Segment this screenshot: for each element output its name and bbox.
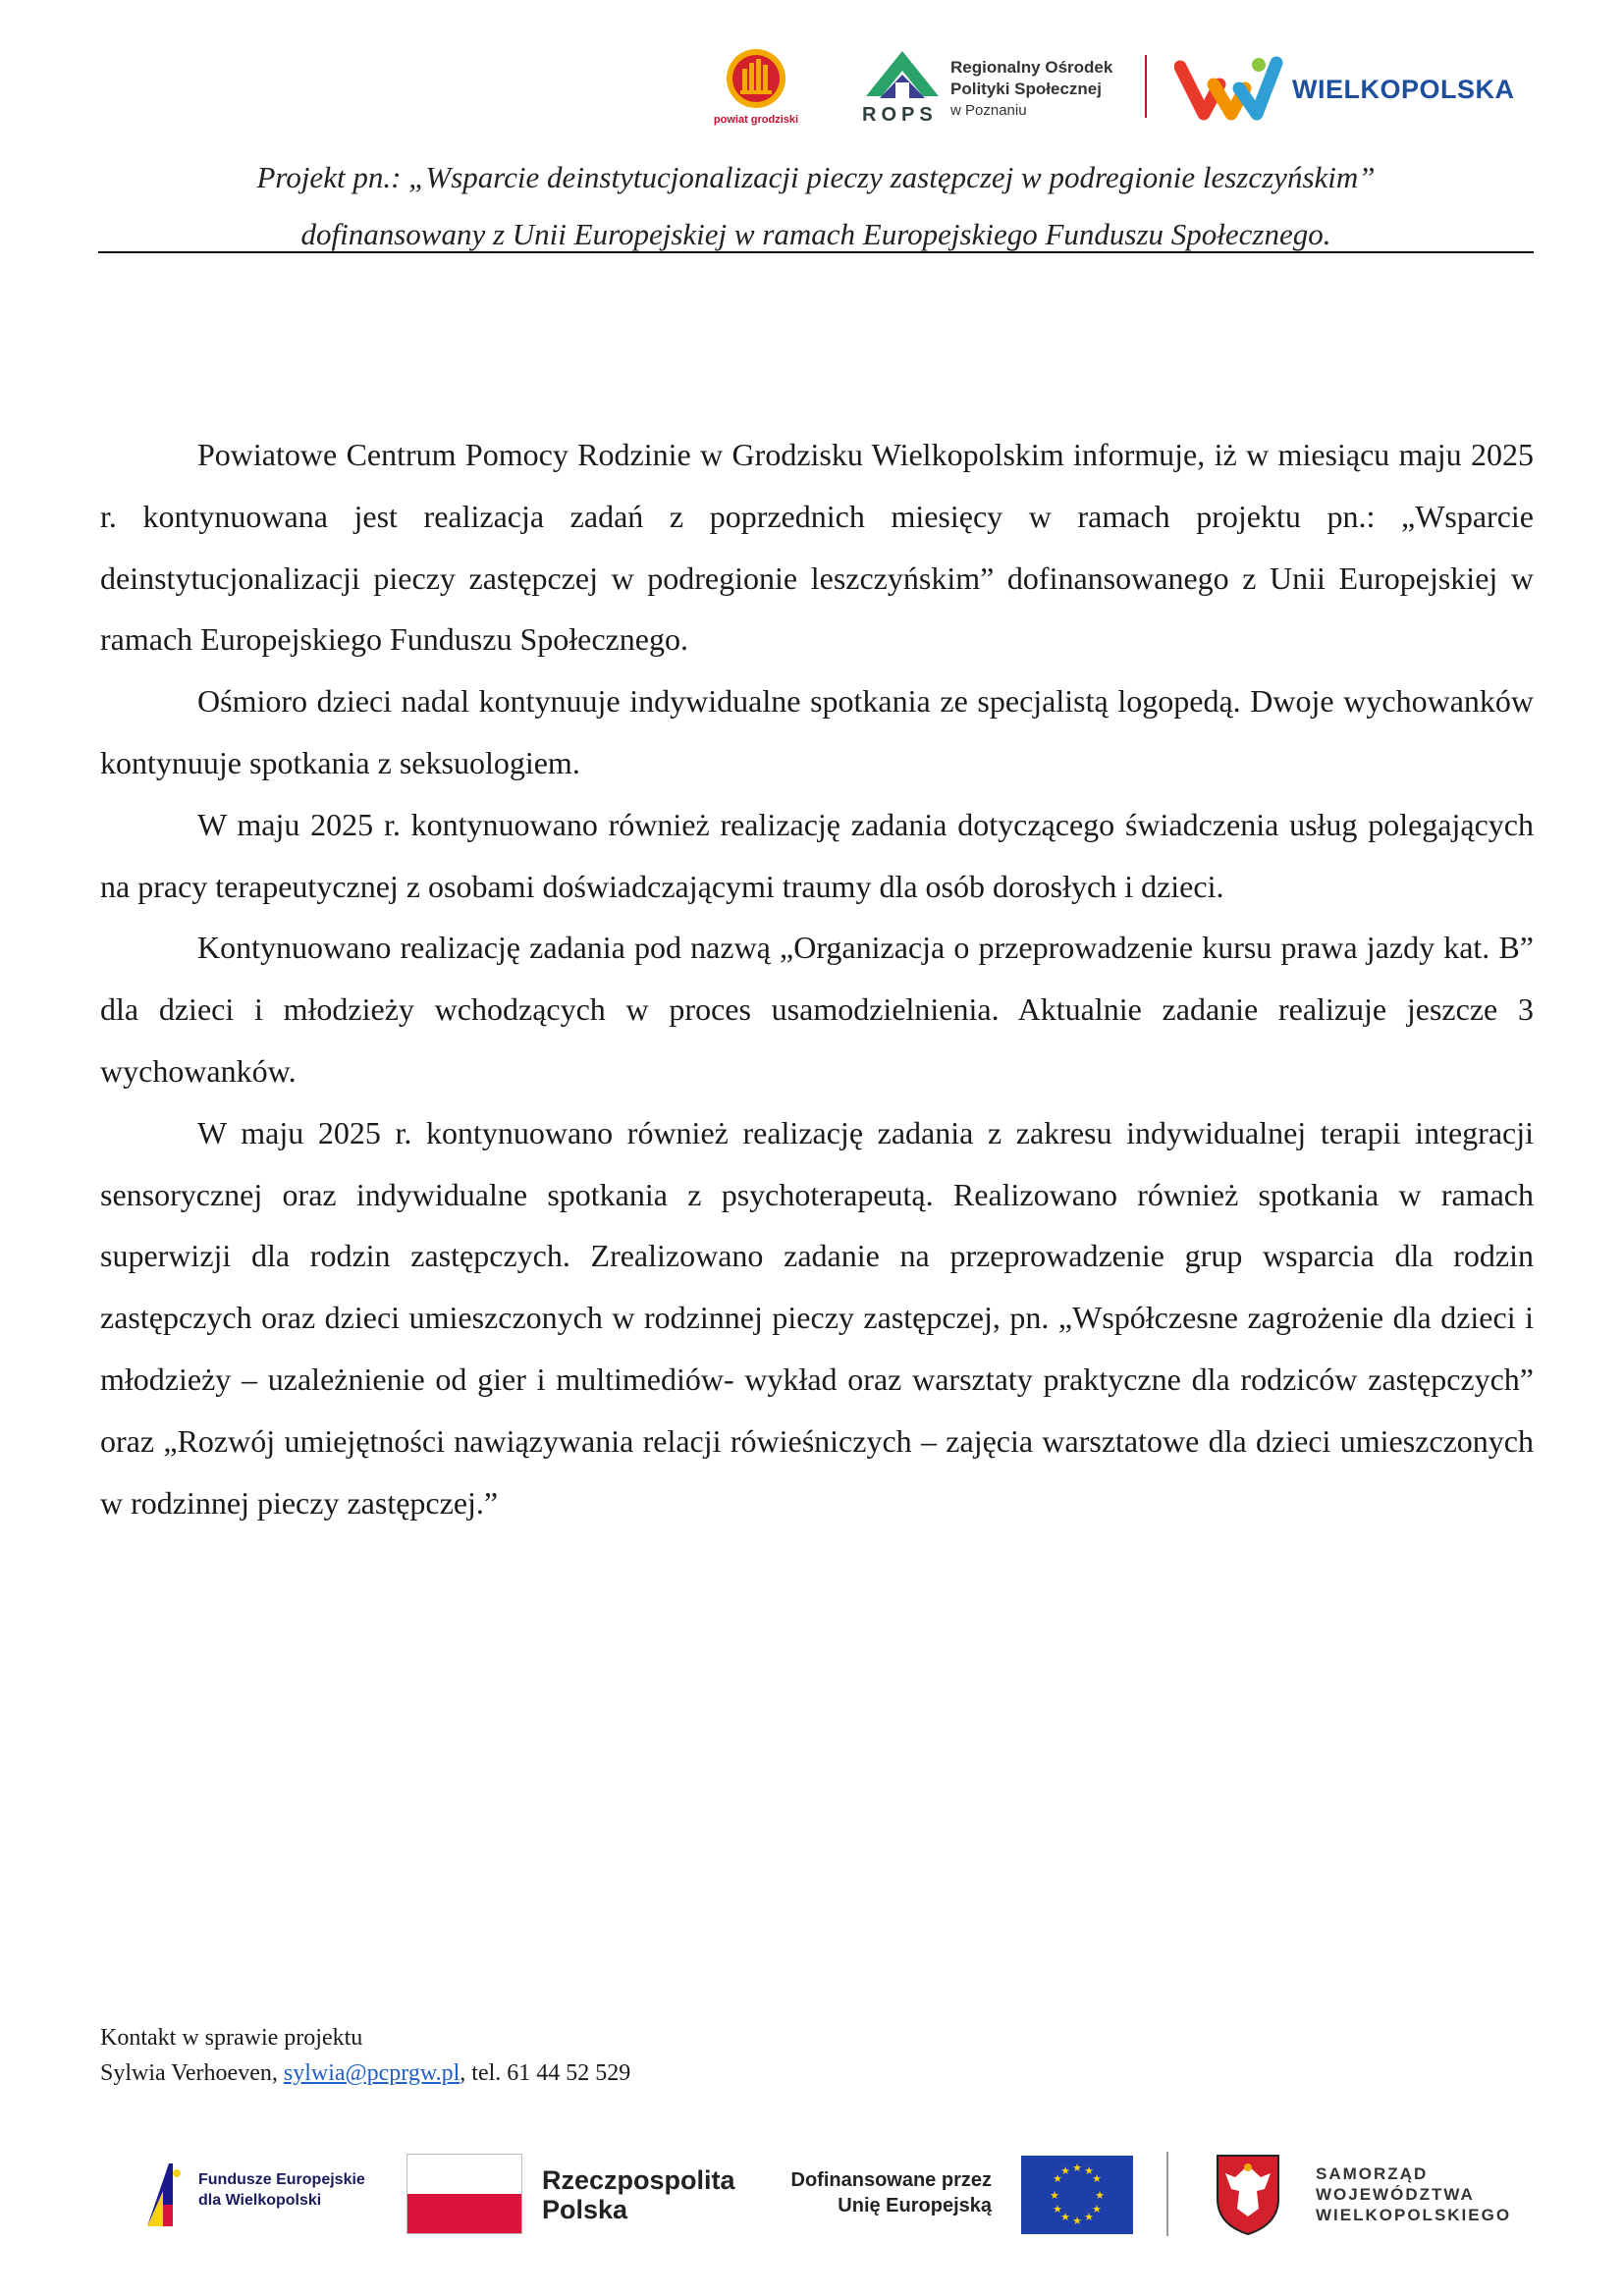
body-paragraph-2: Ośmioro dzieci nadal kontynuuje indywidualne spotkania ze specjalistą logopedą. Dwoje wychowanków kontynuuje spotkania z seksuologiem. <box>100 683 1534 780</box>
sam-line2: WOJEWÓDZTWA <box>1316 2185 1475 2204</box>
wielkopolska-label: WIELKOPOLSKA <box>1292 75 1515 104</box>
body-paragraph-3: W maju 2025 r. kontynuowano również realizację zadania dotyczącego świadczenia usług polegających na pracy terapeutycznej z osobami doświadczającymi traumy dla osób dorosłych i dzieci. <box>100 806 1534 904</box>
svg-text:★: ★ <box>1053 2203 1062 2216</box>
fundusze-europejskie-logo <box>143 2158 369 2236</box>
svg-text:★: ★ <box>1072 2215 1082 2227</box>
header-logos <box>0 45 1624 133</box>
project-title <box>98 149 1534 263</box>
rp-line2: Polska <box>542 2195 628 2224</box>
svg-text:★: ★ <box>1053 2172 1062 2185</box>
contact-name: Sylwia Verhoeven, <box>100 2060 284 2086</box>
svg-text:★: ★ <box>1084 2211 1094 2223</box>
header-logo-divider <box>1145 55 1147 118</box>
fe-line1: Fundusze Europejskie <box>198 2171 365 2188</box>
svg-text:★: ★ <box>1092 2172 1102 2185</box>
eu-cofinanced-label <box>776 2167 992 2218</box>
svg-text:★: ★ <box>1050 2189 1059 2202</box>
svg-text:★: ★ <box>1092 2203 1102 2216</box>
sam-line3: WIELKOPOLSKIEGO <box>1316 2206 1512 2224</box>
powiat-logo-caption: powiat grodziski <box>713 114 799 126</box>
rp-line1: Rzeczpospolita <box>542 2165 735 2195</box>
rops-logo <box>860 47 1135 130</box>
project-title-line2: dofinansowany z Unii Europejskiej w ramach Europejskiego Funduszu Społecznego. <box>300 217 1331 251</box>
wielkopolska-logo <box>1174 49 1515 128</box>
body-paragraph-5: W maju 2025 r. kontynuowano również realizację zadania z zakresu indywidualnej terapii integracji sensorycznej oraz indywidualne spotkania z psychoterapeutą. Realizowano również spotkania w ramach superwizji dla rodzin zastępczych. Zrealizowano zadanie na przeprowadzenie grup wsparcia dla rodzin zastępczych oraz dzieci umieszczonych w rodzinnej pieczy zastępczej, pn. „Współczesne zagrożenie dla dzieci i młodzieży – uzależnienie od gier i multimediów- wykład oraz warsztaty praktyczne dla rodziców zastępczych” oraz „Rozwój umiejętności nawiązywania relacji rówieśniczych – zajęcia warsztatowe dla dzieci umieszczonych w rodzinnej pieczy zastępczej.” <box>100 1114 1534 1521</box>
wielkopolska-crest-icon <box>1214 2152 1282 2236</box>
eu-flag-icon <box>1021 2156 1133 2234</box>
rzeczpospolita-label <box>542 2165 735 2224</box>
body-paragraph-1: Powiatowe Centrum Pomocy Rodzinie w Grodzisku Wielkopolskim informuje, iż w miesiącu maju 2025 r. kontynuowana jest realizacja zadań z poprzednich miesięcy w ramach projektu pn.: „Wsparcie deinstytucjonalizacji pieczy zastępczej w podregionie leszczyńskim” dofinansowanego z Unii Europejskiej w ramach Europejskiego Funduszu Społecznego. <box>100 437 1534 658</box>
contact-heading: Kontakt w sprawie projektu <box>100 2025 363 2051</box>
svg-text:★: ★ <box>1060 2211 1070 2223</box>
ue-line1: Dofinansowane przez <box>790 2169 992 2191</box>
body-paragraph-4: Kontynuowano realizację zadania pod nazwą „Organizacja o przeprowadzenie kursu prawa jazdy kat. B” dla dzieci i młodzieży wchodzących w proces usamodzielnienia. Aktualnie zadanie realizuje jeszcze 3 wychowanków. <box>100 930 1534 1089</box>
contact-line <box>100 2056 630 2091</box>
rops-name-line3: w Poznaniu <box>950 102 1027 119</box>
sam-line1: SAMORZĄD <box>1316 2164 1429 2183</box>
header-rule <box>98 251 1534 253</box>
rops-name <box>950 57 1112 122</box>
document-body <box>100 424 1534 1533</box>
contact-section <box>100 2020 630 2091</box>
footer-logos <box>0 2152 1624 2250</box>
svg-text:★: ★ <box>1060 2164 1070 2177</box>
samorzad-label <box>1316 2163 1511 2225</box>
rops-abbreviation: ROPS <box>862 104 938 126</box>
svg-text:★: ★ <box>1095 2189 1105 2202</box>
contact-email-link[interactable]: sylwia@pcprgw.pl <box>283 2060 460 2086</box>
fundusze-europejskie-label <box>198 2169 365 2211</box>
contact-phone: , tel. 61 44 52 529 <box>460 2060 631 2086</box>
svg-text:★: ★ <box>1072 2162 1082 2174</box>
svg-text:★: ★ <box>1084 2164 1094 2177</box>
footer-divider <box>1166 2152 1168 2236</box>
rops-name-line1: Regionalny Ośrodek <box>950 58 1113 77</box>
rops-name-line2: Polityki Społecznej <box>950 80 1102 98</box>
ue-line2: Unię Europejską <box>838 2195 992 2216</box>
poland-flag-icon <box>406 2154 522 2234</box>
flag-white-band <box>407 2155 521 2194</box>
project-title-line1: Projekt pn.: „Wsparcie deinstytucjonalizacji pieczy zastępczej w podregionie leszczyńskim” <box>256 160 1376 194</box>
fe-line2: dla Wielkopolski <box>198 2192 322 2209</box>
flag-red-band <box>407 2194 521 2233</box>
powiat-grodziski-logo <box>713 45 799 128</box>
